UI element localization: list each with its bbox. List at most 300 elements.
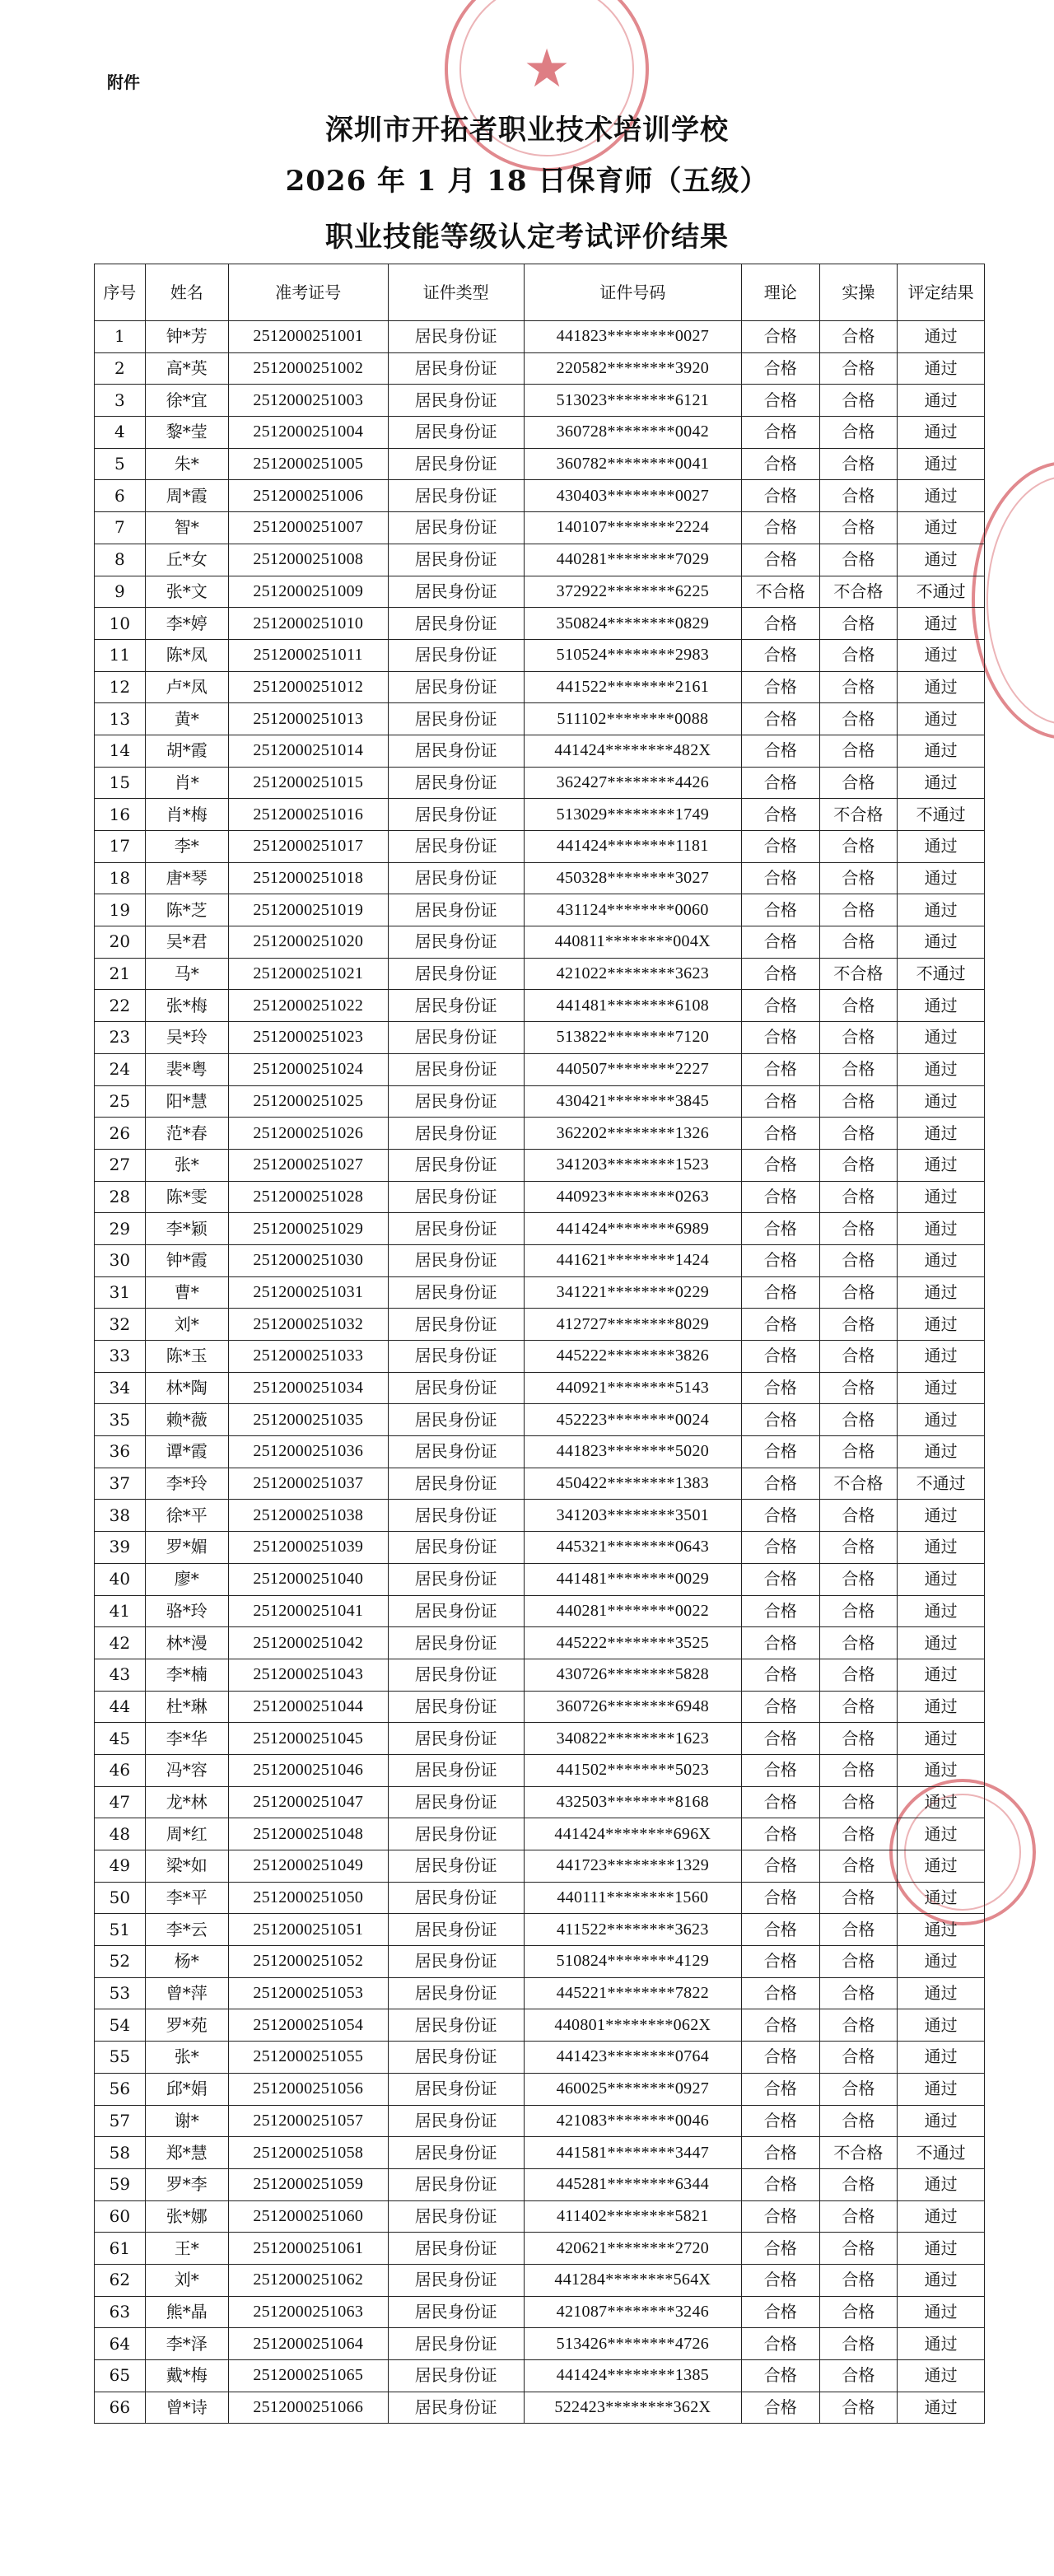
cell-practical: 不合格 [819,799,898,831]
cell-result: 通过 [898,1946,985,1978]
cell-result: 通过 [898,2042,985,2074]
cell-id-number: 440507********2227 [524,1053,741,1085]
cell-admission-no: 2512000251010 [228,608,388,640]
cell-index: 24 [95,1053,146,1085]
cell-id-type: 居民身份证 [388,2137,524,2169]
cell-id-type: 居民身份证 [388,1946,524,1978]
cell-name: 罗*苑 [145,2009,228,2042]
cell-index: 50 [95,1882,146,1914]
cell-result: 通过 [898,2296,985,2328]
table-row [95,352,985,385]
table-row [95,1723,985,1755]
cell-index: 30 [95,1244,146,1276]
cell-practical: 合格 [819,2200,898,2233]
cell-result: 通过 [898,1149,985,1181]
cell-practical: 合格 [819,1181,898,1213]
cell-theory: 合格 [741,1149,819,1181]
cell-id-type: 居民身份证 [388,1532,524,1564]
table-row [95,735,985,767]
cell-result: 通过 [898,321,985,353]
cell-practical: 合格 [819,544,898,576]
cell-practical: 合格 [819,1882,898,1914]
cell-practical: 合格 [819,1149,898,1181]
cell-theory: 合格 [741,1723,819,1755]
cell-name: 马* [145,958,228,990]
cell-id-type: 居民身份证 [388,1118,524,1150]
cell-admission-no: 2512000251064 [228,2328,388,2360]
cell-practical: 合格 [819,2105,898,2137]
cell-name: 谢* [145,2105,228,2137]
cell-admission-no: 2512000251051 [228,1914,388,1946]
table-row [95,1627,985,1659]
cell-id-type: 居民身份证 [388,480,524,512]
cell-theory: 合格 [741,926,819,959]
header-result: 评定结果 [898,264,985,321]
cell-id-number: 430403********0027 [524,480,741,512]
cell-theory: 合格 [741,1818,819,1850]
cell-practical: 合格 [819,1723,898,1755]
table-row [95,1213,985,1245]
cell-id-type: 居民身份证 [388,608,524,640]
cell-id-number: 341221********0229 [524,1276,741,1309]
cell-name: 吴*玲 [145,1022,228,1054]
table-row [95,1181,985,1213]
cell-theory: 合格 [741,862,819,894]
cell-name: 陈*芝 [145,894,228,926]
cell-result: 通过 [898,352,985,385]
table-row [95,512,985,544]
cell-id-number: 440921********5143 [524,1372,741,1404]
cell-id-number: 420621********2720 [524,2233,741,2265]
cell-id-type: 居民身份证 [388,1627,524,1659]
table-row [95,2264,985,2296]
cell-index: 46 [95,1754,146,1786]
cell-id-number: 445222********3826 [524,1341,741,1373]
table-row [95,990,985,1022]
cell-id-type: 居民身份证 [388,1723,524,1755]
cell-id-type: 居民身份证 [388,2105,524,2137]
cell-result: 通过 [898,1659,985,1691]
cell-admission-no: 2512000251031 [228,1276,388,1309]
cell-admission-no: 2512000251013 [228,703,388,735]
cell-result: 不通过 [898,799,985,831]
cell-practical: 合格 [819,1372,898,1404]
cell-index: 14 [95,735,146,767]
header-practical: 实操 [819,264,898,321]
cell-result: 通过 [898,1181,985,1213]
cell-id-type: 居民身份证 [388,2360,524,2392]
cell-index: 23 [95,1022,146,1054]
cell-index: 56 [95,2073,146,2105]
cell-name: 邱*娟 [145,2073,228,2105]
cell-admission-no: 2512000251041 [228,1595,388,1627]
cell-admission-no: 2512000251054 [228,2009,388,2042]
cell-practical: 合格 [819,512,898,544]
cell-practical: 不合格 [819,576,898,608]
cell-name: 肖* [145,767,228,799]
table-row [95,1595,985,1627]
cell-name: 冯*容 [145,1754,228,1786]
table-row [95,1341,985,1373]
cell-practical: 合格 [819,639,898,671]
cell-result: 通过 [898,2360,985,2392]
cell-practical: 合格 [819,385,898,417]
header-admission-no: 准考证号 [228,264,388,321]
cell-id-type: 居民身份证 [388,1085,524,1118]
cell-index: 51 [95,1914,146,1946]
cell-id-number: 460025********0927 [524,2073,741,2105]
table-row [95,1149,985,1181]
cell-name: 骆*玲 [145,1595,228,1627]
cell-id-number: 432503********8168 [524,1786,741,1818]
cell-result: 通过 [898,417,985,449]
cell-result: 不通过 [898,1468,985,1500]
cell-index: 38 [95,1500,146,1532]
cell-theory: 合格 [741,417,819,449]
cell-name: 吴*君 [145,926,228,959]
cell-id-type: 居民身份证 [388,417,524,449]
table-row [95,576,985,608]
cell-id-number: 441424********1181 [524,831,741,863]
table-row [95,767,985,799]
cell-index: 6 [95,480,146,512]
table-row [95,703,985,735]
table-row [95,958,985,990]
cell-practical: 合格 [819,1818,898,1850]
cell-result: 通过 [898,1341,985,1373]
cell-id-type: 居民身份证 [388,1053,524,1085]
table-row [95,1691,985,1723]
cell-name: 黎*莹 [145,417,228,449]
cell-index: 41 [95,1595,146,1627]
cell-admission-no: 2512000251001 [228,321,388,353]
cell-theory: 合格 [741,1946,819,1978]
cell-index: 54 [95,2009,146,2042]
cell-index: 33 [95,1341,146,1373]
cell-id-number: 441424********1385 [524,2360,741,2392]
cell-result: 通过 [898,894,985,926]
cell-practical: 合格 [819,1053,898,1085]
table-row [95,1818,985,1850]
cell-id-number: 421022********3623 [524,958,741,990]
cell-result: 通过 [898,2392,985,2424]
cell-result: 通过 [898,1309,985,1341]
cell-id-type: 居民身份证 [388,1436,524,1468]
cell-theory: 合格 [741,1977,819,2009]
cell-result: 通过 [898,1818,985,1850]
cell-theory: 合格 [741,1532,819,1564]
cell-name: 张* [145,1149,228,1181]
cell-id-number: 441502********5023 [524,1754,741,1786]
cell-name: 阳*慧 [145,1085,228,1118]
cell-admission-no: 2512000251017 [228,831,388,863]
cell-practical: 合格 [819,2233,898,2265]
cell-index: 10 [95,608,146,640]
cell-result: 通过 [898,1053,985,1085]
cell-name: 张*梅 [145,990,228,1022]
cell-theory: 合格 [741,2392,819,2424]
cell-name: 熊*晶 [145,2296,228,2328]
cell-name: 曹* [145,1276,228,1309]
cell-practical: 合格 [819,1914,898,1946]
cell-practical: 合格 [819,2392,898,2424]
cell-index: 66 [95,2392,146,2424]
cell-index: 60 [95,2200,146,2233]
cell-id-number: 440801********062X [524,2009,741,2042]
cell-id-type: 居民身份证 [388,544,524,576]
table-row [95,417,985,449]
cell-result: 通过 [898,831,985,863]
cell-admission-no: 2512000251063 [228,2296,388,2328]
cell-id-number: 372922********6225 [524,576,741,608]
cell-result: 通过 [898,2168,985,2200]
cell-id-type: 居民身份证 [388,1754,524,1786]
cell-result: 通过 [898,385,985,417]
cell-theory: 合格 [741,1882,819,1914]
cell-id-type: 居民身份证 [388,862,524,894]
cell-id-number: 511102********0088 [524,703,741,735]
cell-id-type: 居民身份证 [388,1341,524,1373]
table-row [95,2200,985,2233]
cell-id-number: 513822********7120 [524,1022,741,1054]
cell-id-type: 居民身份证 [388,448,524,480]
cell-admission-no: 2512000251036 [228,1436,388,1468]
cell-theory: 合格 [741,1914,819,1946]
cell-theory: 合格 [741,1786,819,1818]
cell-theory: 合格 [741,2073,819,2105]
cell-index: 25 [95,1085,146,1118]
cell-index: 19 [95,894,146,926]
table-row [95,2042,985,2074]
cell-id-type: 居民身份证 [388,321,524,353]
cell-result: 通过 [898,544,985,576]
cell-practical: 合格 [819,1085,898,1118]
table-row [95,1563,985,1595]
cell-theory: 合格 [741,2264,819,2296]
cell-result: 通过 [898,1691,985,1723]
cell-practical: 合格 [819,703,898,735]
cell-practical: 合格 [819,1754,898,1786]
cell-admission-no: 2512000251024 [228,1053,388,1085]
cell-theory: 合格 [741,2360,819,2392]
cell-theory: 合格 [741,1213,819,1245]
table-row [95,1022,985,1054]
cell-result: 通过 [898,2328,985,2360]
cell-theory: 合格 [741,1118,819,1150]
cell-name: 梁*如 [145,1850,228,1883]
cell-id-number: 412727********8029 [524,1309,741,1341]
cell-index: 3 [95,385,146,417]
cell-theory: 合格 [741,990,819,1022]
cell-id-number: 441581********3447 [524,2137,741,2169]
cell-result: 通过 [898,1213,985,1245]
cell-id-type: 居民身份证 [388,1309,524,1341]
cell-theory: 合格 [741,1372,819,1404]
cell-name: 张*文 [145,576,228,608]
table-row [95,2392,985,2424]
cell-practical: 合格 [819,926,898,959]
cell-theory: 合格 [741,2168,819,2200]
table-row [95,862,985,894]
cell-practical: 合格 [819,1309,898,1341]
cell-practical: 不合格 [819,1468,898,1500]
cell-id-type: 居民身份证 [388,2328,524,2360]
table-row [95,2233,985,2265]
cell-theory: 合格 [741,2200,819,2233]
cell-index: 55 [95,2042,146,2074]
cell-id-number: 360726********6948 [524,1691,741,1723]
cell-id-type: 居民身份证 [388,1181,524,1213]
cell-admission-no: 2512000251061 [228,2233,388,2265]
cell-id-number: 350824********0829 [524,608,741,640]
cell-index: 58 [95,2137,146,2169]
cell-id-type: 居民身份证 [388,352,524,385]
cell-id-number: 510524********2983 [524,639,741,671]
cell-id-number: 441424********696X [524,1818,741,1850]
cell-result: 通过 [898,1404,985,1436]
cell-id-number: 431124********0060 [524,894,741,926]
cell-theory: 合格 [741,1181,819,1213]
cell-result: 通过 [898,2009,985,2042]
cell-theory: 合格 [741,831,819,863]
cell-index: 49 [95,1850,146,1883]
cell-result: 通过 [898,1850,985,1883]
cell-theory: 合格 [741,2328,819,2360]
table-row [95,1372,985,1404]
cell-theory: 合格 [741,1341,819,1373]
results-table [94,264,985,2424]
cell-admission-no: 2512000251044 [228,1691,388,1723]
cell-result: 通过 [898,512,985,544]
cell-name: 李*楠 [145,1659,228,1691]
cell-id-number: 340822********1623 [524,1723,741,1755]
cell-id-number: 450422********1383 [524,1468,741,1500]
cell-name: 赖*薇 [145,1404,228,1436]
table-row [95,1500,985,1532]
cell-name: 胡*霞 [145,735,228,767]
cell-name: 唐*琴 [145,862,228,894]
cell-admission-no: 2512000251009 [228,576,388,608]
cell-theory: 合格 [741,2296,819,2328]
table-row [95,2137,985,2169]
cell-admission-no: 2512000251062 [228,2264,388,2296]
cell-admission-no: 2512000251018 [228,862,388,894]
cell-id-number: 441823********5020 [524,1436,741,1468]
cell-id-type: 居民身份证 [388,1691,524,1723]
table-row [95,2360,985,2392]
cell-index: 22 [95,990,146,1022]
table-row [95,1404,985,1436]
attachment-label: 附件 [107,72,140,92]
cell-index: 32 [95,1309,146,1341]
cell-id-number: 440111********1560 [524,1882,741,1914]
table-header-row [95,264,985,321]
cell-id-number: 441284********564X [524,2264,741,2296]
cell-name: 李*云 [145,1914,228,1946]
cell-name: 李*平 [145,1882,228,1914]
cell-admission-no: 2512000251026 [228,1118,388,1150]
cell-result: 不通过 [898,576,985,608]
cell-admission-no: 2512000251065 [228,2360,388,2392]
cell-id-type: 居民身份证 [388,1882,524,1914]
cell-result: 通过 [898,862,985,894]
cell-admission-no: 2512000251008 [228,544,388,576]
cell-index: 59 [95,2168,146,2200]
header-id-number: 证件号码 [524,264,741,321]
table-row [95,1436,985,1468]
cell-id-number: 360782********0041 [524,448,741,480]
cell-admission-no: 2512000251038 [228,1500,388,1532]
cell-id-number: 522423********362X [524,2392,741,2424]
cell-result: 通过 [898,1244,985,1276]
cell-name: 杨* [145,1946,228,1978]
cell-id-type: 居民身份证 [388,1563,524,1595]
cell-admission-no: 2512000251022 [228,990,388,1022]
cell-practical: 合格 [819,1563,898,1595]
cell-admission-no: 2512000251032 [228,1309,388,1341]
cell-index: 65 [95,2360,146,2392]
cell-id-type: 居民身份证 [388,2009,524,2042]
cell-practical: 合格 [819,2009,898,2042]
table-row [95,321,985,353]
cell-id-number: 360728********0042 [524,417,741,449]
cell-practical: 合格 [819,894,898,926]
table-row [95,2296,985,2328]
cell-id-number: 341203********1523 [524,1149,741,1181]
cell-id-type: 居民身份证 [388,1372,524,1404]
cell-result: 通过 [898,1532,985,1564]
cell-id-number: 362202********1326 [524,1118,741,1150]
cell-name: 李*颖 [145,1213,228,1245]
table-row [95,1468,985,1500]
cell-theory: 合格 [741,448,819,480]
cell-admission-no: 2512000251011 [228,639,388,671]
cell-admission-no: 2512000251060 [228,2200,388,2233]
cell-admission-no: 2512000251057 [228,2105,388,2137]
table-row [95,1532,985,1564]
cell-id-type: 居民身份证 [388,512,524,544]
cell-id-type: 居民身份证 [388,1149,524,1181]
cell-name: 谭*霞 [145,1436,228,1468]
cell-practical: 合格 [819,2296,898,2328]
cell-practical: 合格 [819,448,898,480]
table-row [95,1850,985,1883]
cell-id-number: 452223********0024 [524,1404,741,1436]
cell-admission-no: 2512000251020 [228,926,388,959]
cell-index: 1 [95,321,146,353]
cell-name: 李*婷 [145,608,228,640]
cell-id-type: 居民身份证 [388,894,524,926]
cell-theory: 合格 [741,385,819,417]
cell-admission-no: 2512000251035 [228,1404,388,1436]
cell-id-number: 140107********2224 [524,512,741,544]
cell-id-number: 430726********5828 [524,1659,741,1691]
cell-practical: 合格 [819,1436,898,1468]
cell-theory: 合格 [741,2137,819,2169]
cell-index: 44 [95,1691,146,1723]
cell-theory: 合格 [741,1627,819,1659]
cell-index: 9 [95,576,146,608]
cell-name: 裴*粤 [145,1053,228,1085]
table-row [95,448,985,480]
table-row [95,2009,985,2042]
cell-name: 李*泽 [145,2328,228,2360]
cell-name: 徐*平 [145,1500,228,1532]
table-row [95,2073,985,2105]
cell-result: 通过 [898,926,985,959]
cell-name: 钟*芳 [145,321,228,353]
table-row [95,1786,985,1818]
